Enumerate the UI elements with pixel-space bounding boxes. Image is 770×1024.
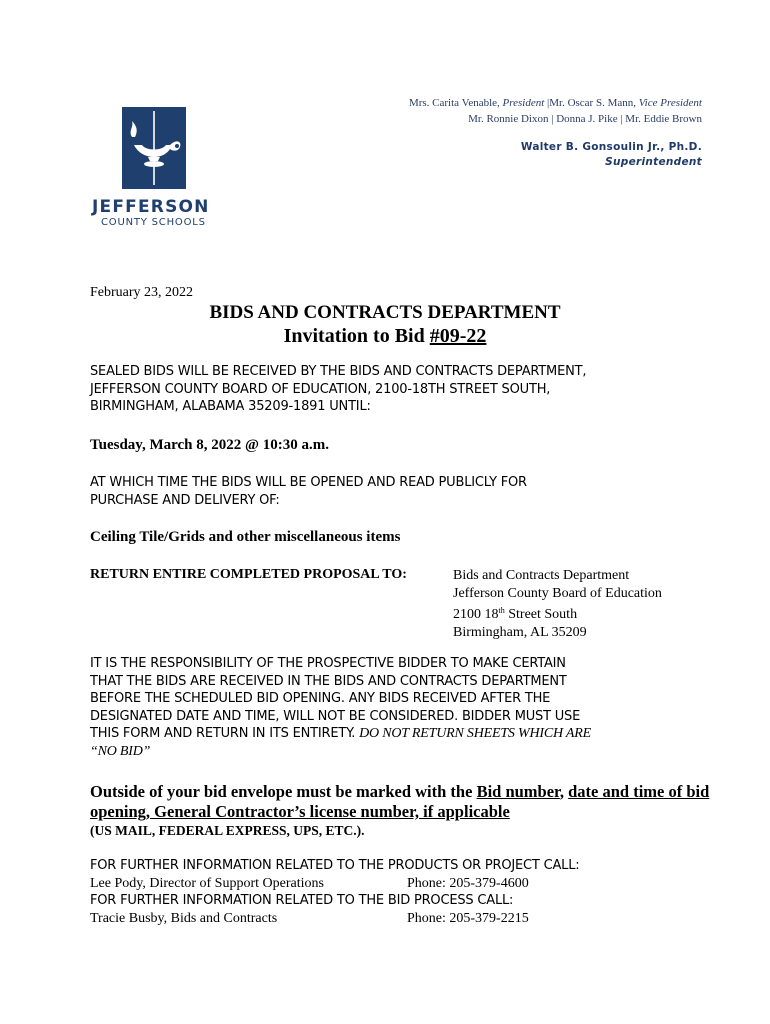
- contact-row-1: Lee Pody, Director of Support Operations Phone: 205-379-4600: [90, 875, 529, 891]
- superintendent-title: Superintendent: [605, 156, 702, 168]
- intro-paragraph: SEALED BIDS WILL BE RECEIVED BY THE BIDS AND CONTRACTS DEPARTMENT, JEFFERSON COUNTY BOARD OF EDUCATION, 2100-18TH STREET SOUTH, BIRMINGHAM, ALABAMA 35209-1891 UNTIL:: [90, 364, 587, 414]
- opening-paragraph: AT WHICH TIME THE BIDS WILL BE OPENED AND READ PUBLICLY FOR PURCHASE AND DELIVERY OF:: [90, 475, 527, 508]
- info-process-heading: FOR FURTHER INFORMATION RELATED TO THE BID PROCESS CALL:: [90, 893, 514, 908]
- letter-date: February 23, 2022: [90, 285, 194, 300]
- board-members: [409, 95, 702, 127]
- department-heading: BIDS AND CONTRACTS DEPARTMENT: [209, 302, 561, 323]
- board-line-2: Mr. Ronnie Dixon | Donna J. Pike | Mr. Eddie Brown: [468, 113, 702, 125]
- responsibility-paragraph: IT IS THE RESPONSIBILITY OF THE PROSPECTIVE BIDDER TO MAKE CERTAIN THAT THE BIDS ARE RECEIVED IN THE BIDS AND CONTRACTS DEPARTMENT BEFORE THE SCHEDULED BID OPENING. ANY BIDS RECEIVED AFTER THE DESIGNATED DATE AND TIME, WILL NOT BE CONSIDERED. BIDDER MUST USE THIS FORM AND RETURN IN ITS ENTIRETY. DO NOT RETURN SHEETS WHICH ARE “NO BID”: [90, 656, 591, 759]
- bid-deadline: Tuesday, March 8, 2022 @ 10:30 a.m.: [90, 437, 329, 453]
- lamp-of-learning-icon: [122, 107, 186, 189]
- info-products-heading: FOR FURTHER INFORMATION RELATED TO THE PRODUCTS OR PROJECT CALL:: [90, 858, 580, 873]
- return-label: RETURN ENTIRE COMPLETED PROPOSAL TO:: [90, 567, 407, 582]
- logo-subtitle: COUNTY SCHOOLS: [101, 217, 206, 228]
- contact-section: [90, 857, 710, 927]
- board-line-1: Mrs. Carita Venable, President |Mr. Oscar S. Mann, Vice President: [408, 97, 702, 109]
- superintendent-name: Walter B. Gonsoulin Jr., Ph.D.: [520, 141, 702, 153]
- logo-name: JEFFERSON: [92, 197, 210, 217]
- superintendent: [521, 140, 702, 170]
- envelope-instructions: Outside of your bid envelope must be marked with the Bid number, date and time of bid opening, General Contractor’s license number, if applicable: [90, 782, 710, 821]
- bid-number: #09-22: [429, 325, 487, 347]
- contact-row-2: Tracie Busby, Bids and Contracts Phone: 205-379-2215: [90, 910, 529, 926]
- bid-item: Ceiling Tile/Grids and other miscellaneous items: [90, 529, 401, 545]
- carriers-note: (US MAIL, FEDERAL EXPRESS, UPS, ETC.).: [90, 823, 365, 838]
- return-address: Bids and Contracts Department Jefferson County Board of Education 2100 18th Street South Birmingham, AL 35209: [453, 568, 662, 640]
- invitation-heading: Invitation to Bid #09-22: [283, 325, 487, 347]
